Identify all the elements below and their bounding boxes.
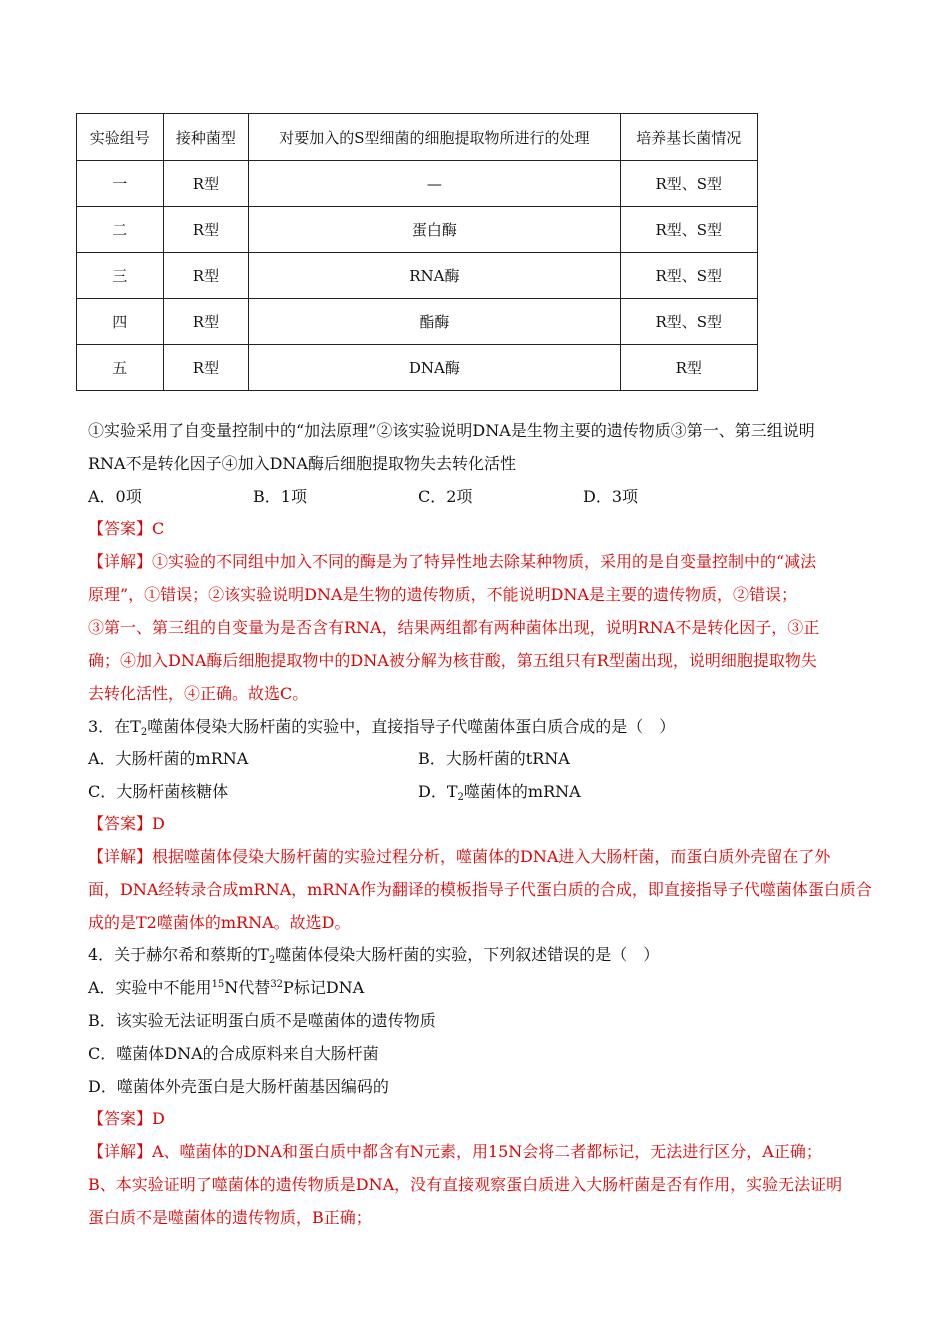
q4-detail-line: 【详解】A、噬菌体的DNA和蛋白质中都含有N元素，用15N会将二者都标记，无法进行区分，A正确； <box>88 1142 822 1161</box>
table-cell: 二 <box>77 207 164 253</box>
q4-detail-line: 蛋白质不是噬菌体的遗传物质，B正确； <box>88 1208 372 1227</box>
q3-detail-line: 【详解】根据噬菌体侵染大肠杆菌的实验过程分析，噬菌体的DNA进入大肠杆菌，而蛋白质外壳留在了外 <box>88 847 831 866</box>
q2-detail-line: 去转化活性，④正确。故选C。 <box>88 684 309 703</box>
q3-stem: 3．在$T_2$噬菌体侵染大肠杆菌的实验中，直接指导子代噬菌体蛋白质合成的是（ ） <box>88 717 676 738</box>
q4-stem: 4．关于赫尔希和蔡斯的$T_2$噬菌体侵染大肠杆菌的实验，下列叙述错误的是（ ） <box>88 945 660 966</box>
q3-option-d: D．$T_2$噬菌体的mRNA <box>418 782 581 803</box>
table-cell: R型 <box>163 207 249 253</box>
q4-option-c: C．噬菌体DNA的合成原料来自大肠杆菌 <box>88 1044 379 1063</box>
table-cell: R型、S型 <box>620 299 757 345</box>
table-row <box>77 253 758 299</box>
table-cell: R型、S型 <box>620 253 757 299</box>
q2-detail-line: 【详解】①实验的不同组中加入不同的酶是为了特异性地去除某种物质，采用的是自变量控制中的“减法 <box>88 552 817 571</box>
table-cell: R型、S型 <box>620 207 757 253</box>
header-group-number: 实验组号 <box>77 114 164 161</box>
q3-option-b: B．大肠杆菌的tRNA <box>418 749 570 768</box>
header-extract-treatment: 对要加入的S型细菌的细胞提取物所进行的处理 <box>249 114 620 161</box>
table-cell: — <box>249 161 620 207</box>
q2-detail-line: 原理”，①错误；②该实验说明DNA是生物的遗传物质，不能说明DNA是主要的遗传物质，②错误； <box>88 585 797 604</box>
table-cell: DNA酶 <box>249 345 620 391</box>
q4-detail-line: B、本实验证明了噬菌体的遗传物质是DNA，没有直接观察蛋白质进入大肠杆菌是否有作用，实验无法证明 <box>88 1175 843 1194</box>
table-row <box>77 299 758 345</box>
table-cell: 酯酶 <box>249 299 620 345</box>
q2-statements-line1: ①实验采用了自变量控制中的“加法原理”②该实验说明DNA是生物主要的遗传物质③第一、第三组说明 <box>88 421 815 440</box>
table-cell: 五 <box>77 345 164 391</box>
q2-option-d: D．3项 <box>583 487 639 506</box>
table-cell: R型 <box>620 345 757 391</box>
header-culture-result: 培养基长菌情况 <box>620 114 757 161</box>
q2-statements-line2: RNA不是转化因子④加入DNA酶后细胞提取物失去转化活性 <box>88 454 516 473</box>
table-cell: 蛋白酶 <box>249 207 620 253</box>
table-row <box>77 207 758 253</box>
q3-option-a: A．大肠杆菌的mRNA <box>88 749 249 768</box>
q2-answer: 【答案】C <box>88 519 165 538</box>
q3-answer: 【答案】D <box>88 814 165 833</box>
table-row <box>77 345 758 391</box>
table-cell: 四 <box>77 299 164 345</box>
table-cell: R型、S型 <box>620 161 757 207</box>
q2-option-a: A．0项 <box>88 487 142 506</box>
q3-detail-line: 面，DNA经转录合成mRNA，mRNA作为翻译的模板指导子代蛋白质的合成，即直接指导子代噬菌体蛋白质合 <box>88 880 872 899</box>
table-cell: 一 <box>77 161 164 207</box>
table-cell: RNA酶 <box>249 253 620 299</box>
q4-option-a: A．实验中不能用$^{15}$N代替$^{32}$P标记DNA <box>88 978 365 997</box>
q2-detail-line: ③第一、第三组的自变量为是否含有RNA，结果两组都有两种菌体出现，说明RNA不是转化因子，③正 <box>88 618 820 637</box>
q4-option-b: B．该实验无法证明蛋白质不是噬菌体的遗传物质 <box>88 1011 436 1030</box>
table-cell: R型 <box>163 161 249 207</box>
q3-option-c: C．大肠杆菌核糖体 <box>88 782 229 801</box>
q4-option-d: D．噬菌体外壳蛋白是大肠杆菌基因编码的 <box>88 1077 389 1096</box>
table-row <box>77 161 758 207</box>
q2-option-b: B．1项 <box>253 487 307 506</box>
q4-answer: 【答案】D <box>88 1109 165 1128</box>
table-cell: R型 <box>163 253 249 299</box>
experiment-table <box>76 113 758 391</box>
q3-detail-line: 成的是T2噬菌体的mRNA。故选D。 <box>88 913 351 932</box>
table-header-row <box>77 114 758 161</box>
table-cell: R型 <box>163 299 249 345</box>
table-cell: R型 <box>163 345 249 391</box>
table-cell: 三 <box>77 253 164 299</box>
q2-option-c: C．2项 <box>418 487 473 506</box>
header-inoculated-strain: 接种菌型 <box>163 114 249 161</box>
q2-detail-line: 确；④加入DNA酶后细胞提取物中的DNA被分解为核苷酸，第五组只有R型菌出现，说明细胞提取物失 <box>88 651 817 670</box>
